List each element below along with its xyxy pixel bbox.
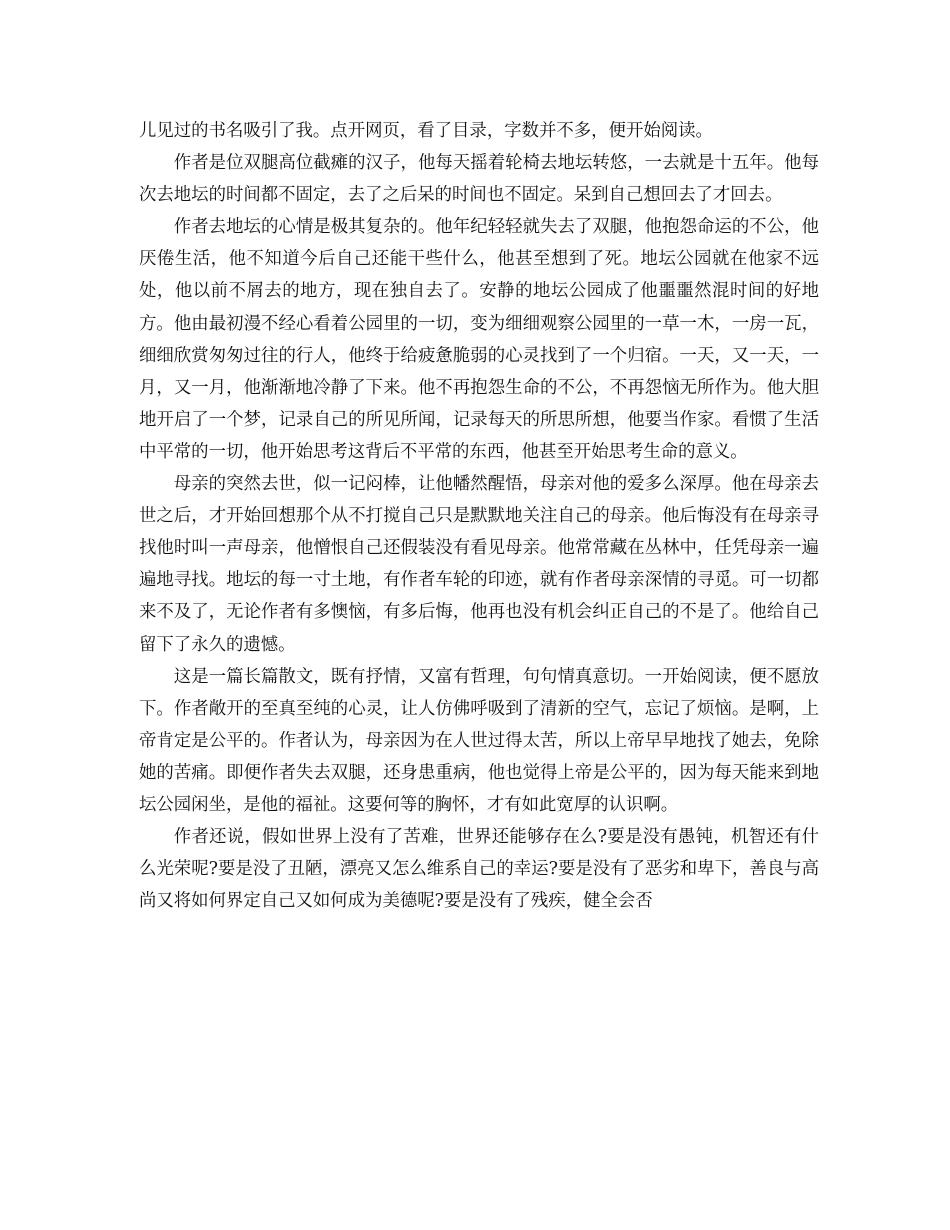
paragraph-author-intro: 作者是位双腿高位截瘫的汉子，他每天摇着轮椅去地坛转悠，一去就是十五年。他每次去地坛的时间都不固定，去了之后呆的时间也不固定。呆到自己想回去了才回去。 <box>139 153 819 206</box>
paragraph-author-mood: 作者去地坛的心情是极其复杂的。他年纪轻轻就失去了双腿，他抱怨命运的不公，他厌倦生活，他不知道今后自己还能干些什么，他甚至想到了死。地坛公园就在他家不远处，他以前不屑去的地方，现在独自去了。安静的地坛公园成了他噩噩然混时间的好地方。他由最初漫不经心看着公园里的一切，变为细细观察公园里的一草一木，一房一瓦，细细欣赏匆匆过往的行人，他终于给疲惫脆弱的心灵找到了一个归宿。一天，又一天，一月，又一月，他渐渐地冷静了下来。他不再抱怨生命的不公，不再怨恼无所作为。他大胆地开启了一个梦，记录自己的所见所闻，记录每天的所思所想，他要当作家。看惯了生活中平常的一切，他开始思考这背后不平常的东西，他甚至开始思考生命的意义。 <box>139 217 819 462</box>
paragraph-suffering: 作者还说，假如世界上没有了苦难，世界还能够存在么?要是没有愚钝，机智还有什么光荣呢?要是没了丑陋，漂亮又怎么维系自己的幸运?要是没有了恶劣和卑下，善良与高尚又将如何界定自己又如何成为美德呢?要是没有了残疾，健全会否 <box>139 827 819 912</box>
article-body <box>139 115 819 917</box>
paragraph-continuation: 儿见过的书名吸引了我。点开网页，看了目录，字数并不多，便开始阅读。 <box>139 121 713 141</box>
paragraph-reflection: 这是一篇长篇散文，既有抒情，又富有哲理，句句情真意切。一开始阅读，便不愿放下。作者敞开的至真至纯的心灵，让人仿佛呼吸到了清新的空气，忘记了烦恼。是啊，上帝肯定是公平的。作者认为，母亲因为在人世过得太苦，所以上帝早早地找了她去，免除她的苦痛。即便作者失去双腿，还身患重病，他也觉得上帝是公平的，因为每天能来到地坛公园闲坐，是他的福祉。这要何等的胸怀，才有如此宽厚的认识啊。 <box>139 666 819 815</box>
paragraph-mother: 母亲的突然去世，似一记闷棒，让他幡然醒悟，母亲对他的爱多么深厚。他在母亲去世之后，才开始回想那个从不打搅自己只是默默地关注自己的母亲。他后悔没有在母亲寻找他时叫一声母亲，他憎恨自己还假装没有看见母亲。他常常藏在丛林中，任凭母亲一遍遍地寻找。地坛的每一寸土地，有作者车轮的印迹，就有作者母亲深情的寻觅。可一切都来不及了，无论作者有多懊恼，有多后悔，他再也没有机会纠正自己的不是了。他给自己留下了永久的遗憾。 <box>139 474 819 655</box>
